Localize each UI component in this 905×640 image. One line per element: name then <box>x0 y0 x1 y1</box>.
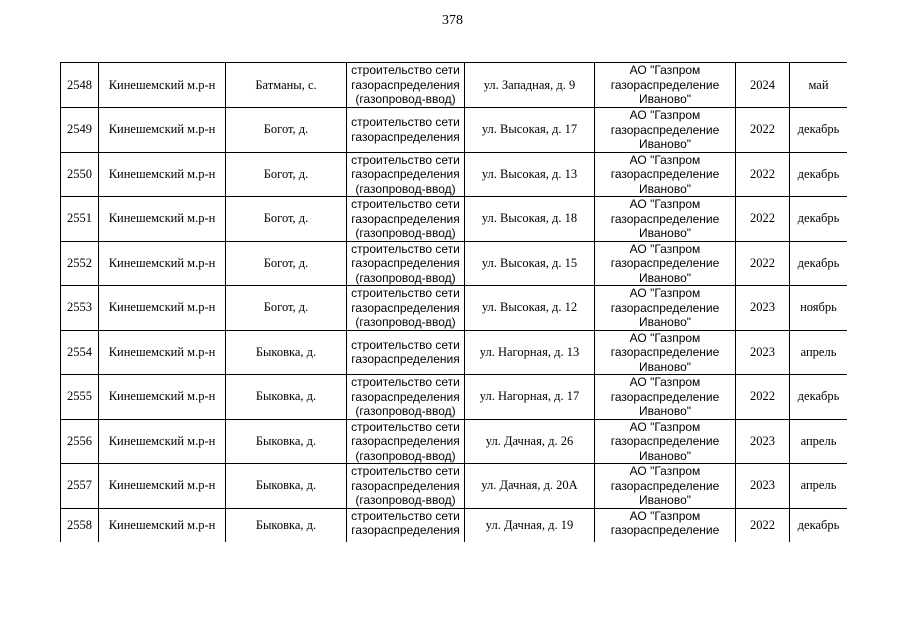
locality-cell: Богот, д. <box>226 152 347 197</box>
month-cell: апрель <box>790 419 848 464</box>
row-number-cell: 2557 <box>61 464 99 509</box>
district-cell: Кинешемский м.р-н <box>99 375 226 420</box>
month-cell: декабрь <box>790 375 848 420</box>
table-row <box>61 63 848 108</box>
row-number-cell: 2549 <box>61 108 99 153</box>
locality-cell: Богот, д. <box>226 241 347 286</box>
work-type-cell: строительство сети газораспределения <box>347 108 465 153</box>
year-cell: 2023 <box>736 286 790 331</box>
month-cell: май <box>790 63 848 108</box>
address-cell: ул. Высокая, д. 18 <box>465 197 595 242</box>
locality-cell: Быковка, д. <box>226 419 347 464</box>
year-cell: 2022 <box>736 241 790 286</box>
address-cell: ул. Дачная, д. 26 <box>465 419 595 464</box>
month-cell: апрель <box>790 464 848 509</box>
month-cell: декабрь <box>790 241 848 286</box>
row-number-cell: 2551 <box>61 197 99 242</box>
district-cell: Кинешемский м.р-н <box>99 197 226 242</box>
gas-network-table <box>60 62 847 542</box>
table-row <box>61 464 848 509</box>
work-type-cell: строительство сети газораспределения (газопровод-ввод) <box>347 63 465 108</box>
district-cell: Кинешемский м.р-н <box>99 241 226 286</box>
organization-cell: АО "Газпром газораспределение Иваново" <box>595 330 736 375</box>
district-cell: Кинешемский м.р-н <box>99 108 226 153</box>
locality-cell: Быковка, д. <box>226 330 347 375</box>
year-cell: 2023 <box>736 330 790 375</box>
year-cell: 2022 <box>736 108 790 153</box>
year-cell: 2024 <box>736 63 790 108</box>
table-row <box>61 241 848 286</box>
district-cell: Кинешемский м.р-н <box>99 464 226 509</box>
address-cell: ул. Дачная, д. 19 <box>465 508 595 542</box>
locality-cell: Быковка, д. <box>226 508 347 542</box>
district-cell: Кинешемский м.р-н <box>99 508 226 542</box>
organization-cell: АО "Газпром газораспределение Иваново" <box>595 286 736 331</box>
address-cell: ул. Высокая, д. 12 <box>465 286 595 331</box>
work-type-cell: строительство сети газораспределения (газопровод-ввод) <box>347 152 465 197</box>
table-row <box>61 197 848 242</box>
district-cell: Кинешемский м.р-н <box>99 330 226 375</box>
month-cell: декабрь <box>790 108 848 153</box>
month-cell: декабрь <box>790 197 848 242</box>
table-row <box>61 508 848 542</box>
year-cell: 2022 <box>736 197 790 242</box>
row-number-cell: 2556 <box>61 419 99 464</box>
work-type-cell: строительство сети газораспределения <box>347 508 465 542</box>
work-type-cell: строительство сети газораспределения (газопровод-ввод) <box>347 464 465 509</box>
organization-cell: АО "Газпром газораспределение Иваново" <box>595 419 736 464</box>
locality-cell: Богот, д. <box>226 108 347 153</box>
row-number-cell: 2552 <box>61 241 99 286</box>
table-row <box>61 286 848 331</box>
year-cell: 2023 <box>736 464 790 509</box>
work-type-cell: строительство сети газораспределения (газопровод-ввод) <box>347 241 465 286</box>
table-row <box>61 375 848 420</box>
row-number-cell: 2554 <box>61 330 99 375</box>
organization-cell: АО "Газпром газораспределение <box>595 508 736 542</box>
address-cell: ул. Дачная, д. 20А <box>465 464 595 509</box>
work-type-cell: строительство сети газораспределения (газопровод-ввод) <box>347 286 465 331</box>
gas-network-table-container <box>60 62 847 542</box>
row-number-cell: 2550 <box>61 152 99 197</box>
locality-cell: Быковка, д. <box>226 375 347 420</box>
address-cell: ул. Высокая, д. 17 <box>465 108 595 153</box>
district-cell: Кинешемский м.р-н <box>99 419 226 464</box>
organization-cell: АО "Газпром газораспределение Иваново" <box>595 197 736 242</box>
address-cell: ул. Высокая, д. 15 <box>465 241 595 286</box>
table-row <box>61 330 848 375</box>
work-type-cell: строительство сети газораспределения (газопровод-ввод) <box>347 197 465 242</box>
row-number-cell: 2558 <box>61 508 99 542</box>
district-cell: Кинешемский м.р-н <box>99 63 226 108</box>
page-number: 378 <box>442 13 463 28</box>
month-cell: апрель <box>790 330 848 375</box>
address-cell: ул. Нагорная, д. 17 <box>465 375 595 420</box>
organization-cell: АО "Газпром газораспределение Иваново" <box>595 108 736 153</box>
locality-cell: Быковка, д. <box>226 464 347 509</box>
locality-cell: Богот, д. <box>226 197 347 242</box>
year-cell: 2022 <box>736 508 790 542</box>
address-cell: ул. Западная, д. 9 <box>465 63 595 108</box>
organization-cell: АО "Газпром газораспределение Иваново" <box>595 375 736 420</box>
year-cell: 2022 <box>736 152 790 197</box>
month-cell: декабрь <box>790 152 848 197</box>
organization-cell: АО "Газпром газораспределение Иваново" <box>595 152 736 197</box>
year-cell: 2022 <box>736 375 790 420</box>
table-row <box>61 152 848 197</box>
row-number-cell: 2555 <box>61 375 99 420</box>
district-cell: Кинешемский м.р-н <box>99 152 226 197</box>
month-cell: ноябрь <box>790 286 848 331</box>
locality-cell: Батманы, с. <box>226 63 347 108</box>
organization-cell: АО "Газпром газораспределение Иваново" <box>595 241 736 286</box>
organization-cell: АО "Газпром газораспределение Иваново" <box>595 464 736 509</box>
locality-cell: Богот, д. <box>226 286 347 331</box>
work-type-cell: строительство сети газораспределения (газопровод-ввод) <box>347 375 465 420</box>
year-cell: 2023 <box>736 419 790 464</box>
district-cell: Кинешемский м.р-н <box>99 286 226 331</box>
address-cell: ул. Нагорная, д. 13 <box>465 330 595 375</box>
organization-cell: АО "Газпром газораспределение Иваново" <box>595 63 736 108</box>
row-number-cell: 2553 <box>61 286 99 331</box>
table-row <box>61 419 848 464</box>
row-number-cell: 2548 <box>61 63 99 108</box>
table-row <box>61 108 848 153</box>
month-cell: декабрь <box>790 508 848 542</box>
work-type-cell: строительство сети газораспределения <box>347 330 465 375</box>
address-cell: ул. Высокая, д. 13 <box>465 152 595 197</box>
work-type-cell: строительство сети газораспределения (газопровод-ввод) <box>347 419 465 464</box>
